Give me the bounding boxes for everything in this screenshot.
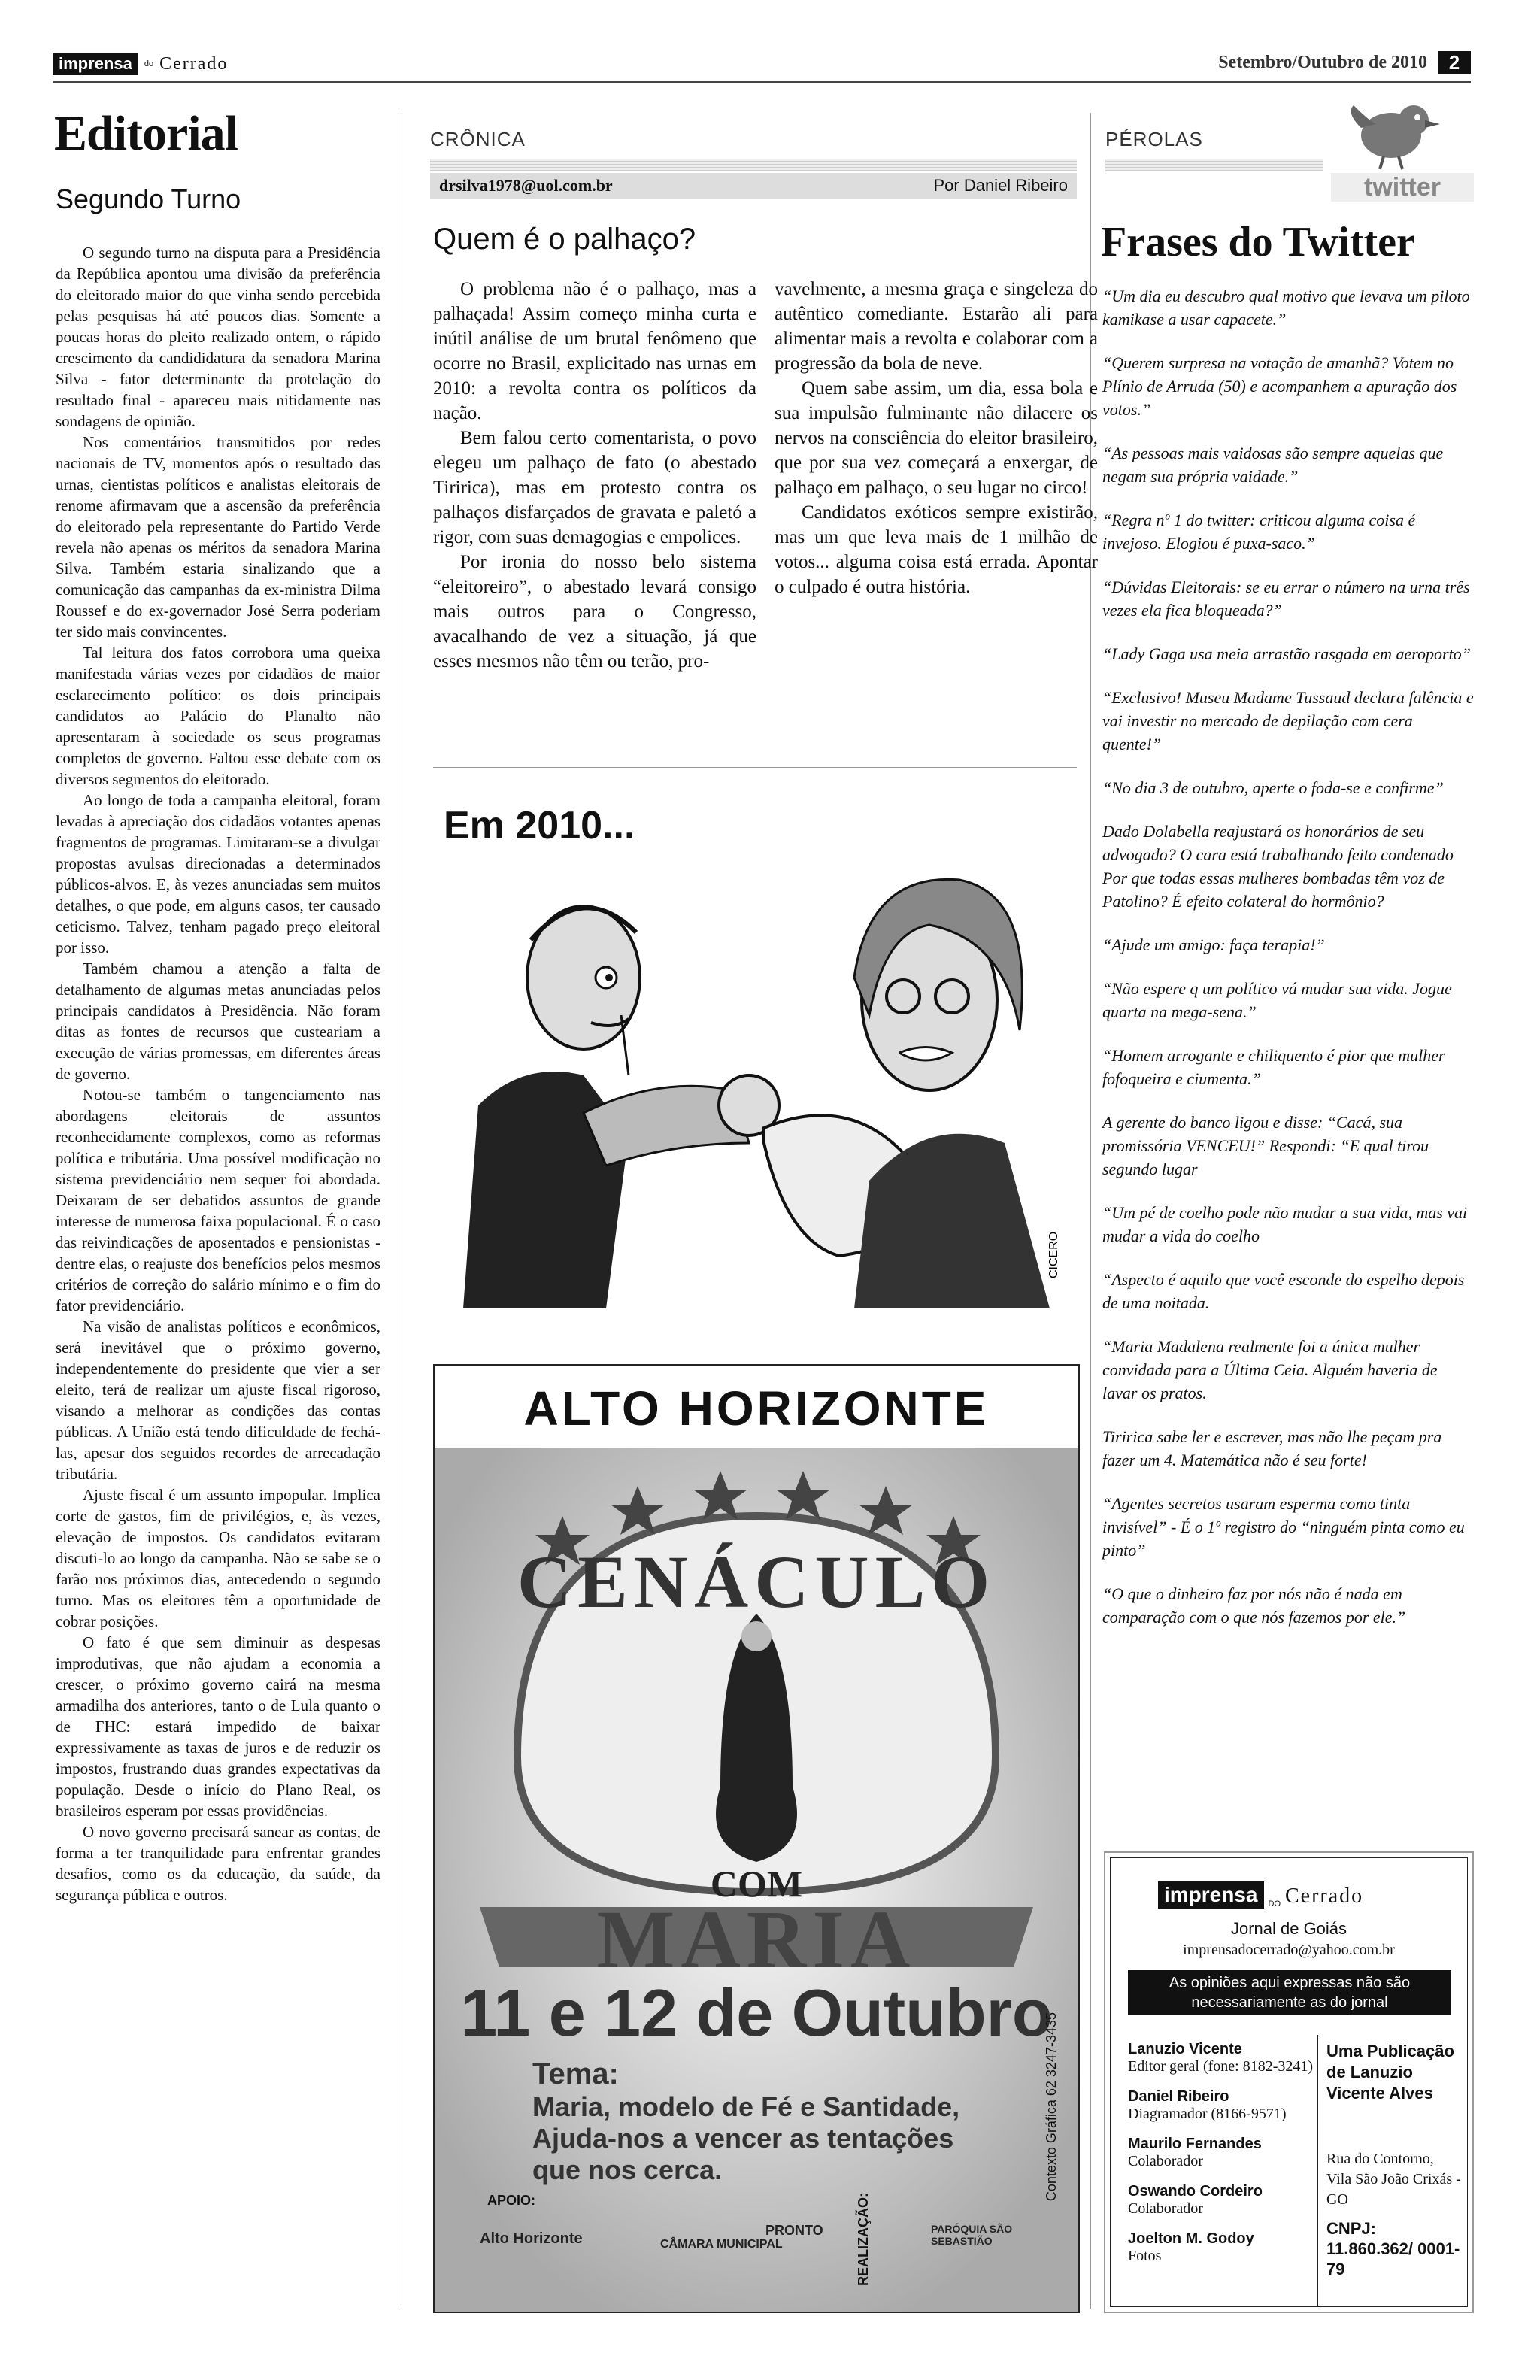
- publisher-address: Rua do Contorno, Vila São João Crixás - GO: [1326, 2151, 1461, 2208]
- twitter-bird-icon: [1323, 90, 1474, 203]
- editorial-paragraph: O fato é que sem diminuir as despesas improdutivas, que não ajudam a economia a crescer, o próximo governo cairá na mesma armadilha dos anteriores, tanto o de Lula quanto o de FHC: estará impedido de baixar expressivamente as taxas de juros e de reduzir os impostos, frustrando duas grandes expectativas da população. Desde o início do Plano Real, os brasileiros esperam por essas providências.: [56, 1633, 380, 1820]
- sponsor-logo: Alto Horizonte: [480, 2230, 583, 2247]
- publisher-credit: Uma Publicação de Lanuzio Vicente Alves: [1326, 2042, 1454, 2103]
- tweet-quote: “As pessoas mais vaidosas são sempre aquelas que negam sua própria vaidade.”: [1102, 444, 1444, 486]
- author-name: Por Daniel Ribeiro: [933, 176, 1068, 195]
- tweet-quote: “Exclusivo! Museu Madame Tussaud declara falência e vai investir no mercado de depilação com cera quente!”: [1102, 688, 1474, 753]
- cronica-byline-bar: [430, 173, 1077, 199]
- editorial-paragraph: Também chamou a atenção a falta de detalhamento de algumas metas anunciadas pelos principais candidatos à Presidência. Não foram ditas as fontes de recursos que custeariam a execução de várias promessas, em diferentes áreas de governo.: [56, 960, 380, 1083]
- staff-name: Maurilo Fernandes: [1128, 2136, 1262, 2152]
- poster-apoio-label: APOIO:: [487, 2193, 536, 2208]
- twitter-logo-text: twitter: [1364, 173, 1441, 202]
- staff-role: Editor geral (fone: 8182-3241): [1128, 2058, 1314, 2075]
- editorial-paragraph: O segundo turno na disputa para a Presidência da República apontou uma divisão da preferência do eleitorado maior do que vinha sendo percebida pelas pesquisas há até poucos dias. Somente a poucas horas do pleito realizado ontem, o rápido crescimento da candididatura da senadora Marina Silva - fator determinante da protelação do resultado final - apareceu mais nitidamente nas sondagens de opinião.: [56, 244, 380, 430]
- tweet-quote: “O que o dinheiro faz por nós não é nada em comparação com o que nós fazemos por ele.”: [1102, 1584, 1406, 1627]
- brand-prefix: imprensa: [53, 53, 138, 75]
- cartoon-signature: CICERO: [1047, 1231, 1060, 1278]
- cronica-column-1: [433, 277, 756, 674]
- tweet-quote: “Um dia eu descubro qual motivo que levava um piloto kamikase a usar capacete.”: [1102, 287, 1470, 329]
- perolas-title: Frases do Twitter: [1101, 219, 1415, 265]
- author-email: drsilva1978@uol.com.br: [439, 176, 613, 195]
- sponsor-logo: PARÓQUIA SÃO SEBASTIÃO: [931, 2223, 1013, 2247]
- masthead-brand-name: Cerrado: [1285, 1884, 1364, 1908]
- editorial-paragraph: Nos comentários transmitidos por redes nacionais de TV, momentos após o resultado das urnas, cientistas políticos e analistas eleitorais de renome afirmavam que a ascensão da preferência do eleitorado pela representante do Partido Verde revela não apenas os méritos da senadora Marina Silva. Também estaria sinalizando que a comunicação das campanhas da ex-ministra Dilma Roussef e do ex-governador José Serra poderiam ter sido mais convincentes.: [56, 433, 380, 641]
- tweet-quote: “Regra nº 1 do twitter: criticou alguma coisa é invejoso. Elogiou é puxa-saco.”: [1102, 511, 1416, 553]
- tweet-quote: A gerente do banco ligou e disse: “Cacá, sua promissória VENCEU!” Respondi: “E qual tirou segundo lugar: [1102, 1113, 1429, 1178]
- editorial-paragraph: Ao longo de toda a campanha eleitoral, foram levadas à apreciação dos cidadãos votantes apenas fragmentos de programas. Limitaram-se a divulgar propostas avulsas direcionadas a determinados públicos-alvos. E, às vezes anunciadas sem muitos detalhes, o que pode, em alguns casos, ter causado ceticismo. Talvez, tenham pagado preço eleitoral por isso.: [56, 791, 380, 957]
- sponsor-logo: PRONTO: [765, 2223, 823, 2238]
- staff-name: Oswando Cordeiro: [1128, 2183, 1263, 2200]
- editorial-body: [56, 242, 380, 1906]
- cronica-paragraph: Por ironia do nosso belo sistema “eleitoreiro”, o abestado levará consigo mais outros para o Congresso, avacalhando de vez a situação, já que esses mesmos não têm ou terão, pro-: [433, 552, 756, 672]
- tweet-quote: “Lady Gaga usa meia arrastão rasgada em aeroporto”: [1102, 644, 1471, 663]
- publisher-cnpj: CNPJ: 11.860.362/ 0001-79: [1326, 2219, 1460, 2278]
- staff-name: Lanuzio Vicente: [1128, 2041, 1242, 2057]
- header-brand: [53, 51, 228, 77]
- editorial-paragraph: O novo governo precisará sanear as contas, de forma a ter tranquilidade para enfrentar grandes desafios, como os da educação, da saúde, da segurança pública e outros.: [56, 1823, 380, 1904]
- tweet-quote: “Agentes secretos usaram esperma como tinta invisível” - É o 1º registro do “ninguém pinta como eu pinto”: [1102, 1494, 1465, 1560]
- masthead-email: imprensadocerrado@yahoo.com.br: [1183, 1942, 1395, 1958]
- poster-printer-credit: Contexto Gráfica 62 3247-3435: [1044, 2012, 1059, 2202]
- cronica-paragraph: O problema não é o palhaço, mas a palhaçada! Assim começo minha curta e inútil análise de um brutal fenômeno que ocorre no Brasil, explicitado nas urnas em 2010: a revolta contra os políticos da nação.: [433, 279, 756, 423]
- political-cartoon: [433, 790, 1080, 1308]
- tweet-quote: Tiririca sabe ler e escrever, mas não lhe peçam pra fazer um 4. Matemática não é seu forte!: [1102, 1427, 1442, 1469]
- staff-name: Daniel Ribeiro: [1128, 2088, 1229, 2105]
- cartoon-caption: Em 2010...: [444, 804, 635, 847]
- tweet-quote: “Aspecto é aquilo que você esconde do espelho depois de uma noitada.: [1102, 1270, 1465, 1312]
- tweet-quote: “No dia 3 de outubro, aperte o foda-se e confirme”: [1102, 778, 1444, 797]
- masthead-subtitle: Jornal de Goiás: [1230, 1919, 1348, 1938]
- brand-name: Cerrado: [159, 53, 229, 74]
- staff-role: Colaborador: [1128, 2200, 1203, 2217]
- cronica-section-label: CRÔNICA: [430, 128, 526, 150]
- tweet-quote: Dado Dolabella reajustará os honorários de seu advogado? O cara está trabalhando feito condenado Por que todas essas mulheres bombadas têm voz de Patolino? É efeito colateral do hormônio?: [1102, 822, 1454, 911]
- staff-list: [1128, 2041, 1316, 2278]
- poster-com: COM: [710, 1863, 803, 1905]
- staff-role: Colaborador: [1128, 2153, 1203, 2169]
- page-number: 2: [1438, 51, 1471, 74]
- brand-suffix: do: [144, 59, 154, 68]
- sponsor-logo: CÂMARA MUNICIPAL: [660, 2238, 783, 2251]
- cronica-rule: [433, 767, 1077, 768]
- poster-cenaculo: CENÁCULO: [517, 1540, 996, 1624]
- perolas-quotes: [1102, 284, 1474, 1649]
- tweet-quote: “Ajude um amigo: faça terapia!”: [1102, 935, 1325, 954]
- masthead-brand-prefix: imprensa: [1158, 1881, 1264, 1909]
- tweet-quote: “Querem surpresa na votação de amanhã? Votem no Plínio de Arruda (50) e acompanhem a apuração dos votos.”: [1102, 353, 1457, 419]
- staff-name: Joelton M. Godoy: [1128, 2230, 1254, 2247]
- tweet-quote: “Maria Madalena realmente foi a única mulher convidada para a Última Ceia. Alguém haveria de lavar os pratos.: [1102, 1337, 1438, 1402]
- disclaimer-banner: As opiniões aqui expressas não são necessariamente as do jornal: [1128, 1970, 1451, 2015]
- poster-date: 11 e 12 de Outubro: [460, 1975, 1053, 2050]
- cronica-paragraph: Candidatos exóticos sempre existirão, mas um que leva mais de 1 milhão de votos... alguma coisa está errada. Apontar o culpado é outra história.: [775, 502, 1098, 597]
- editorial-subtitle: Segundo Turno: [56, 183, 241, 214]
- event-poster: [433, 1364, 1080, 2313]
- editorial-paragraph: Na visão de analistas políticos e econômicos, será inevitável que o próximo governo, independentemente do presidente que vier a ser eleito, terá de realizar um ajuste fiscal rigoroso, visando a melhorar as condições das contas públicas. A União está tendo dificuldade de fechá-las, apesar dos seguidos recordes de arrecadação tributária.: [56, 1317, 380, 1483]
- editorial-title: Editorial: [54, 106, 238, 161]
- cronica-paragraph: Quem sabe assim, um dia, essa bola e sua impulsão fulminante não dilacere os nervos na consciência do eleitor brasileiro, que por sua vez começará a enxergar, de palhaço em palhaço, o seu lugar no circo!: [775, 378, 1098, 498]
- poster-maria: MARIA: [596, 1893, 917, 1985]
- editorial-paragraph: Tal leitura dos fatos corrobora uma queixa manifestada várias vezes por cidadãos de maior esclarecimento político: os dois principais candidatos ao Palácio do Planalto não apresentaram à sociedade os seus programas completos de governo. Faltou esse debate com os diversos segmentos do eleitorado.: [56, 644, 380, 788]
- perolas-section-bar: [1105, 159, 1323, 171]
- perolas-section-label: PÉROLAS: [1105, 128, 1203, 150]
- editorial-paragraph: Notou-se também o tangenciamento nas abordagens eleitorais de assuntos reconhecidamente complexos, como as reformas política e tributária. Uma possível modificação no sistema previdenciário nem sequer foi abordada. Deixaram de ser debatidos assuntos de grande interesse de numerosa faixa populacional. É o caso das reivindicações de aposentados e pensionistas - dentre elas, o reajuste dos benefícios pelos mesmos critérios de correção do salário mínimo e o fim do fator previdenciário.: [56, 1086, 380, 1314]
- poster-realizacao-label: REALIZAÇÃO:: [856, 2193, 871, 2286]
- cronica-section-bar: [430, 159, 1077, 171]
- header-rule: [53, 81, 1471, 83]
- cronica-paragraph: Bem falou certo comentarista, o povo elegeu um palhaço de fato (o abestado Tiririca), mas em protesto contra os palhaços disfarçados de gravata e paletó a rigor, com suas demagogias e empolices.: [433, 428, 756, 547]
- staff-role: Diagramador (8166-9571): [1128, 2106, 1287, 2122]
- cronica-title: Quem é o palhaço?: [433, 223, 696, 256]
- poster-heading: ALTO HORIZONTE: [523, 1381, 990, 1436]
- masthead-brand: [1158, 1881, 1363, 1909]
- cronica-column-2: [775, 277, 1098, 599]
- cronica-paragraph: vavelmente, a mesma graça e singeleza do autêntico comediante. Estarão ali para alimentar mais a revolta e colaborar com a progressão da bola de neve.: [775, 279, 1098, 374]
- masthead-divider: [1317, 2035, 1318, 2306]
- tweet-quote: “Não espere q um político vá mudar sua vida. Jogue quarta na mega-sena.”: [1102, 979, 1452, 1021]
- issue-date: Setembro/Outubro de 2010: [1218, 53, 1427, 72]
- editorial-paragraph: Ajuste fiscal é um assunto impopular. Implica corte de gastos, fim de privilégios, e, às vezes, elevação de impostos. Os candidatos evitaram discuti-lo ao longo da campanha. Não se sabe se o farão nos próximos dias, antecedendo o segundo turno. Mas os eleitores têm a oportunidade de cobrar posições.: [56, 1486, 380, 1630]
- poster-tema-label: Tema:: [532, 2057, 619, 2090]
- poster-tema-text: Maria, modelo de Fé e Santidade, Ajuda-nos a vencer as tentações que nos cerca.: [532, 2091, 960, 2185]
- tweet-quote: “Homem arrogante e chiliquento é pior que mulher fofoqueira e ciumenta.”: [1102, 1046, 1445, 1088]
- tweet-quote: “Um pé de coelho pode não mudar a sua vida, mas vai mudar a vida do coelho: [1102, 1203, 1468, 1245]
- staff-role: Fotos: [1128, 2248, 1162, 2264]
- tweet-quote: “Dúvidas Eleitorais: se eu errar o número na urna três vezes ela fica bloqueada?”: [1102, 578, 1470, 620]
- masthead-brand-suffix: DO: [1268, 1899, 1281, 1909]
